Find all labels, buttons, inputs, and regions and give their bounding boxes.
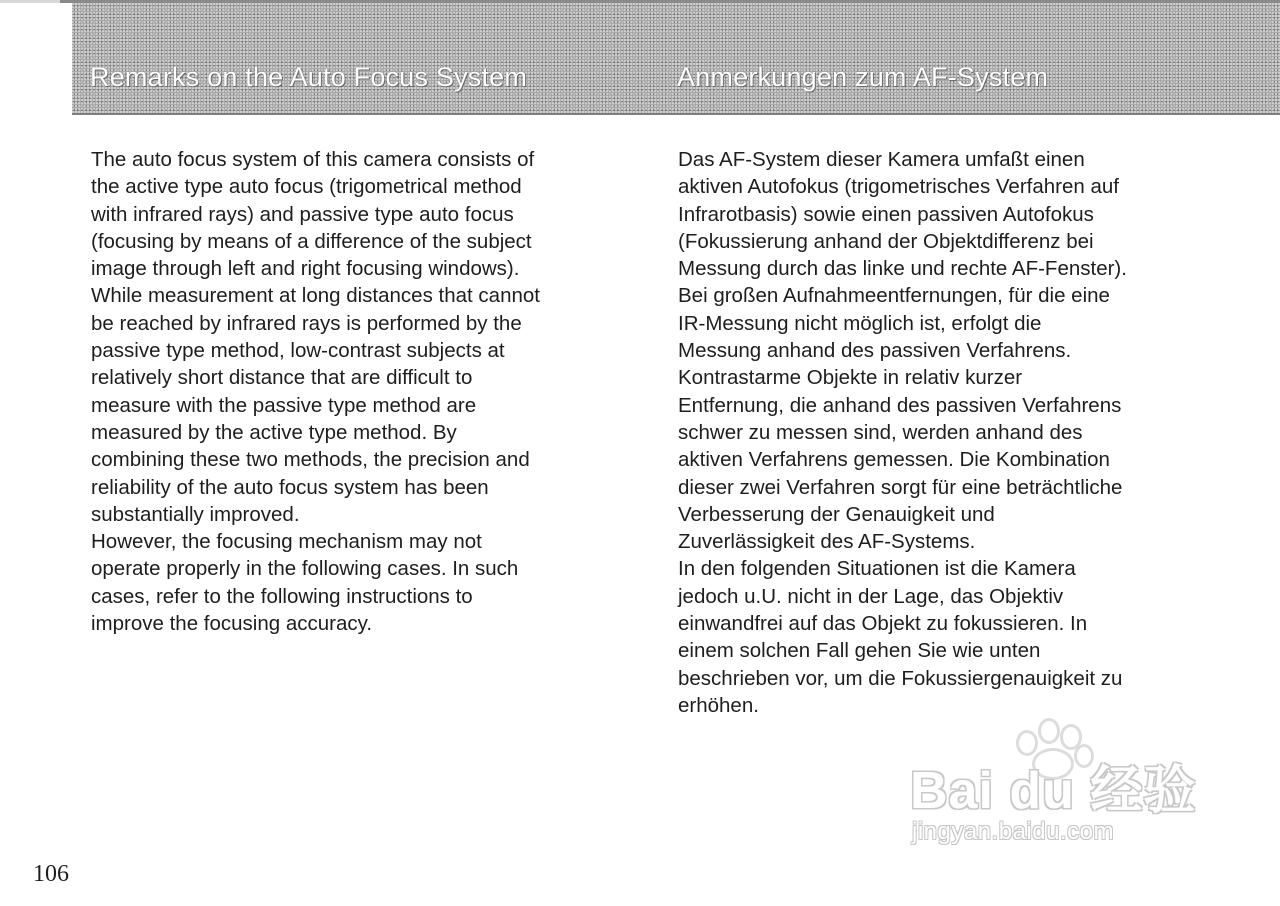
text-line: (Fokussierung anhand der Objektdifferenz bei	[678, 229, 1094, 253]
text-line: measured by the active type method. By	[91, 420, 457, 444]
text-line: jedoch u.U. nicht in der Lage, das Objektiv	[678, 584, 1064, 608]
text-line: Das AF-System dieser Kamera umfaßt einen	[678, 148, 1085, 171]
text-line: passive type method, low-contrast subjects at	[91, 339, 505, 363]
text-line: Messung anhand des passiven Verfahrens.	[678, 339, 1072, 363]
text-line: The auto focus system of this camera consists of	[91, 148, 535, 171]
text-line: Messung durch das linke und rechte AF-Fenster).	[678, 257, 1127, 281]
page-number: 106	[33, 861, 69, 887]
text-line: measure with the passive type method are	[91, 393, 477, 417]
text-line: aktiven Verfahrens gemessen. Die Kombination	[678, 448, 1110, 472]
english-body-text	[91, 146, 636, 637]
text-line: erhöhen.	[678, 693, 759, 717]
text-line: Kontrastarme Objekte in relativ kurzer	[678, 366, 1023, 390]
german-body-text	[678, 146, 1223, 719]
text-line: image through left and right focusing windows).	[91, 257, 520, 281]
text-line: combining these two methods, the precision and	[91, 448, 530, 472]
text-line: improve the focusing accuracy.	[91, 612, 373, 636]
text-line: the active type auto focus (trigometrical method	[91, 175, 522, 199]
text-line: aktiven Autofokus (trigometrisches Verfahren auf	[678, 175, 1119, 199]
text-line: dieser zwei Verfahren sorgt für eine beträchtliche	[678, 475, 1123, 499]
watermark-url: jingyan.baidu.com	[912, 818, 1114, 845]
watermark-brand: Bai du 经验	[910, 762, 1197, 820]
text-line: (focusing by means of a difference of the subject	[91, 229, 532, 253]
text-line: Entfernung, die anhand des passiven Verfahrens	[678, 393, 1122, 417]
text-line: be reached by infrared rays is performed by the	[91, 311, 522, 335]
text-line: substantially improved.	[91, 502, 300, 526]
section-title-german: Anmerkungen zum AF-System	[677, 62, 1049, 92]
text-line: relatively short distance that are difficult to	[91, 366, 473, 390]
text-line: IR-Messung nicht möglich ist, erfolgt die	[678, 311, 1042, 335]
text-line: While measurement at long distances that cannot	[91, 284, 540, 308]
text-line: with infrared rays) and passive type auto focus	[91, 202, 514, 226]
header-band	[72, 3, 1280, 115]
text-line: Bei großen Aufnahmeentfernungen, für die eine	[678, 284, 1110, 308]
text-line: reliability of the auto focus system has been	[91, 475, 489, 499]
text-line: Verbesserung der Genauigkeit und	[678, 502, 995, 526]
text-line: In den folgenden Situationen ist die Kamera	[678, 557, 1076, 581]
text-line: operate properly in the following cases. In such	[91, 557, 519, 581]
text-line: schwer zu messen sind, werden anhand des	[678, 420, 1083, 444]
section-title-english: Remarks on the Auto Focus System	[90, 62, 528, 92]
text-line: However, the focusing mechanism may not	[91, 530, 482, 554]
text-line: beschrieben vor, um die Fokussiergenauigkeit zu	[678, 666, 1123, 690]
text-line: cases, refer to the following instructions to	[91, 584, 473, 608]
text-line: einem solchen Fall gehen Sie wie unten	[678, 639, 1041, 663]
text-line: Zuverlässigkeit des AF-Systems.	[678, 530, 976, 554]
text-line: einwandfrei auf das Objekt zu fokussieren. In	[678, 612, 1088, 636]
text-line: Infrarotbasis) sowie einen passiven Autofokus	[678, 202, 1094, 226]
